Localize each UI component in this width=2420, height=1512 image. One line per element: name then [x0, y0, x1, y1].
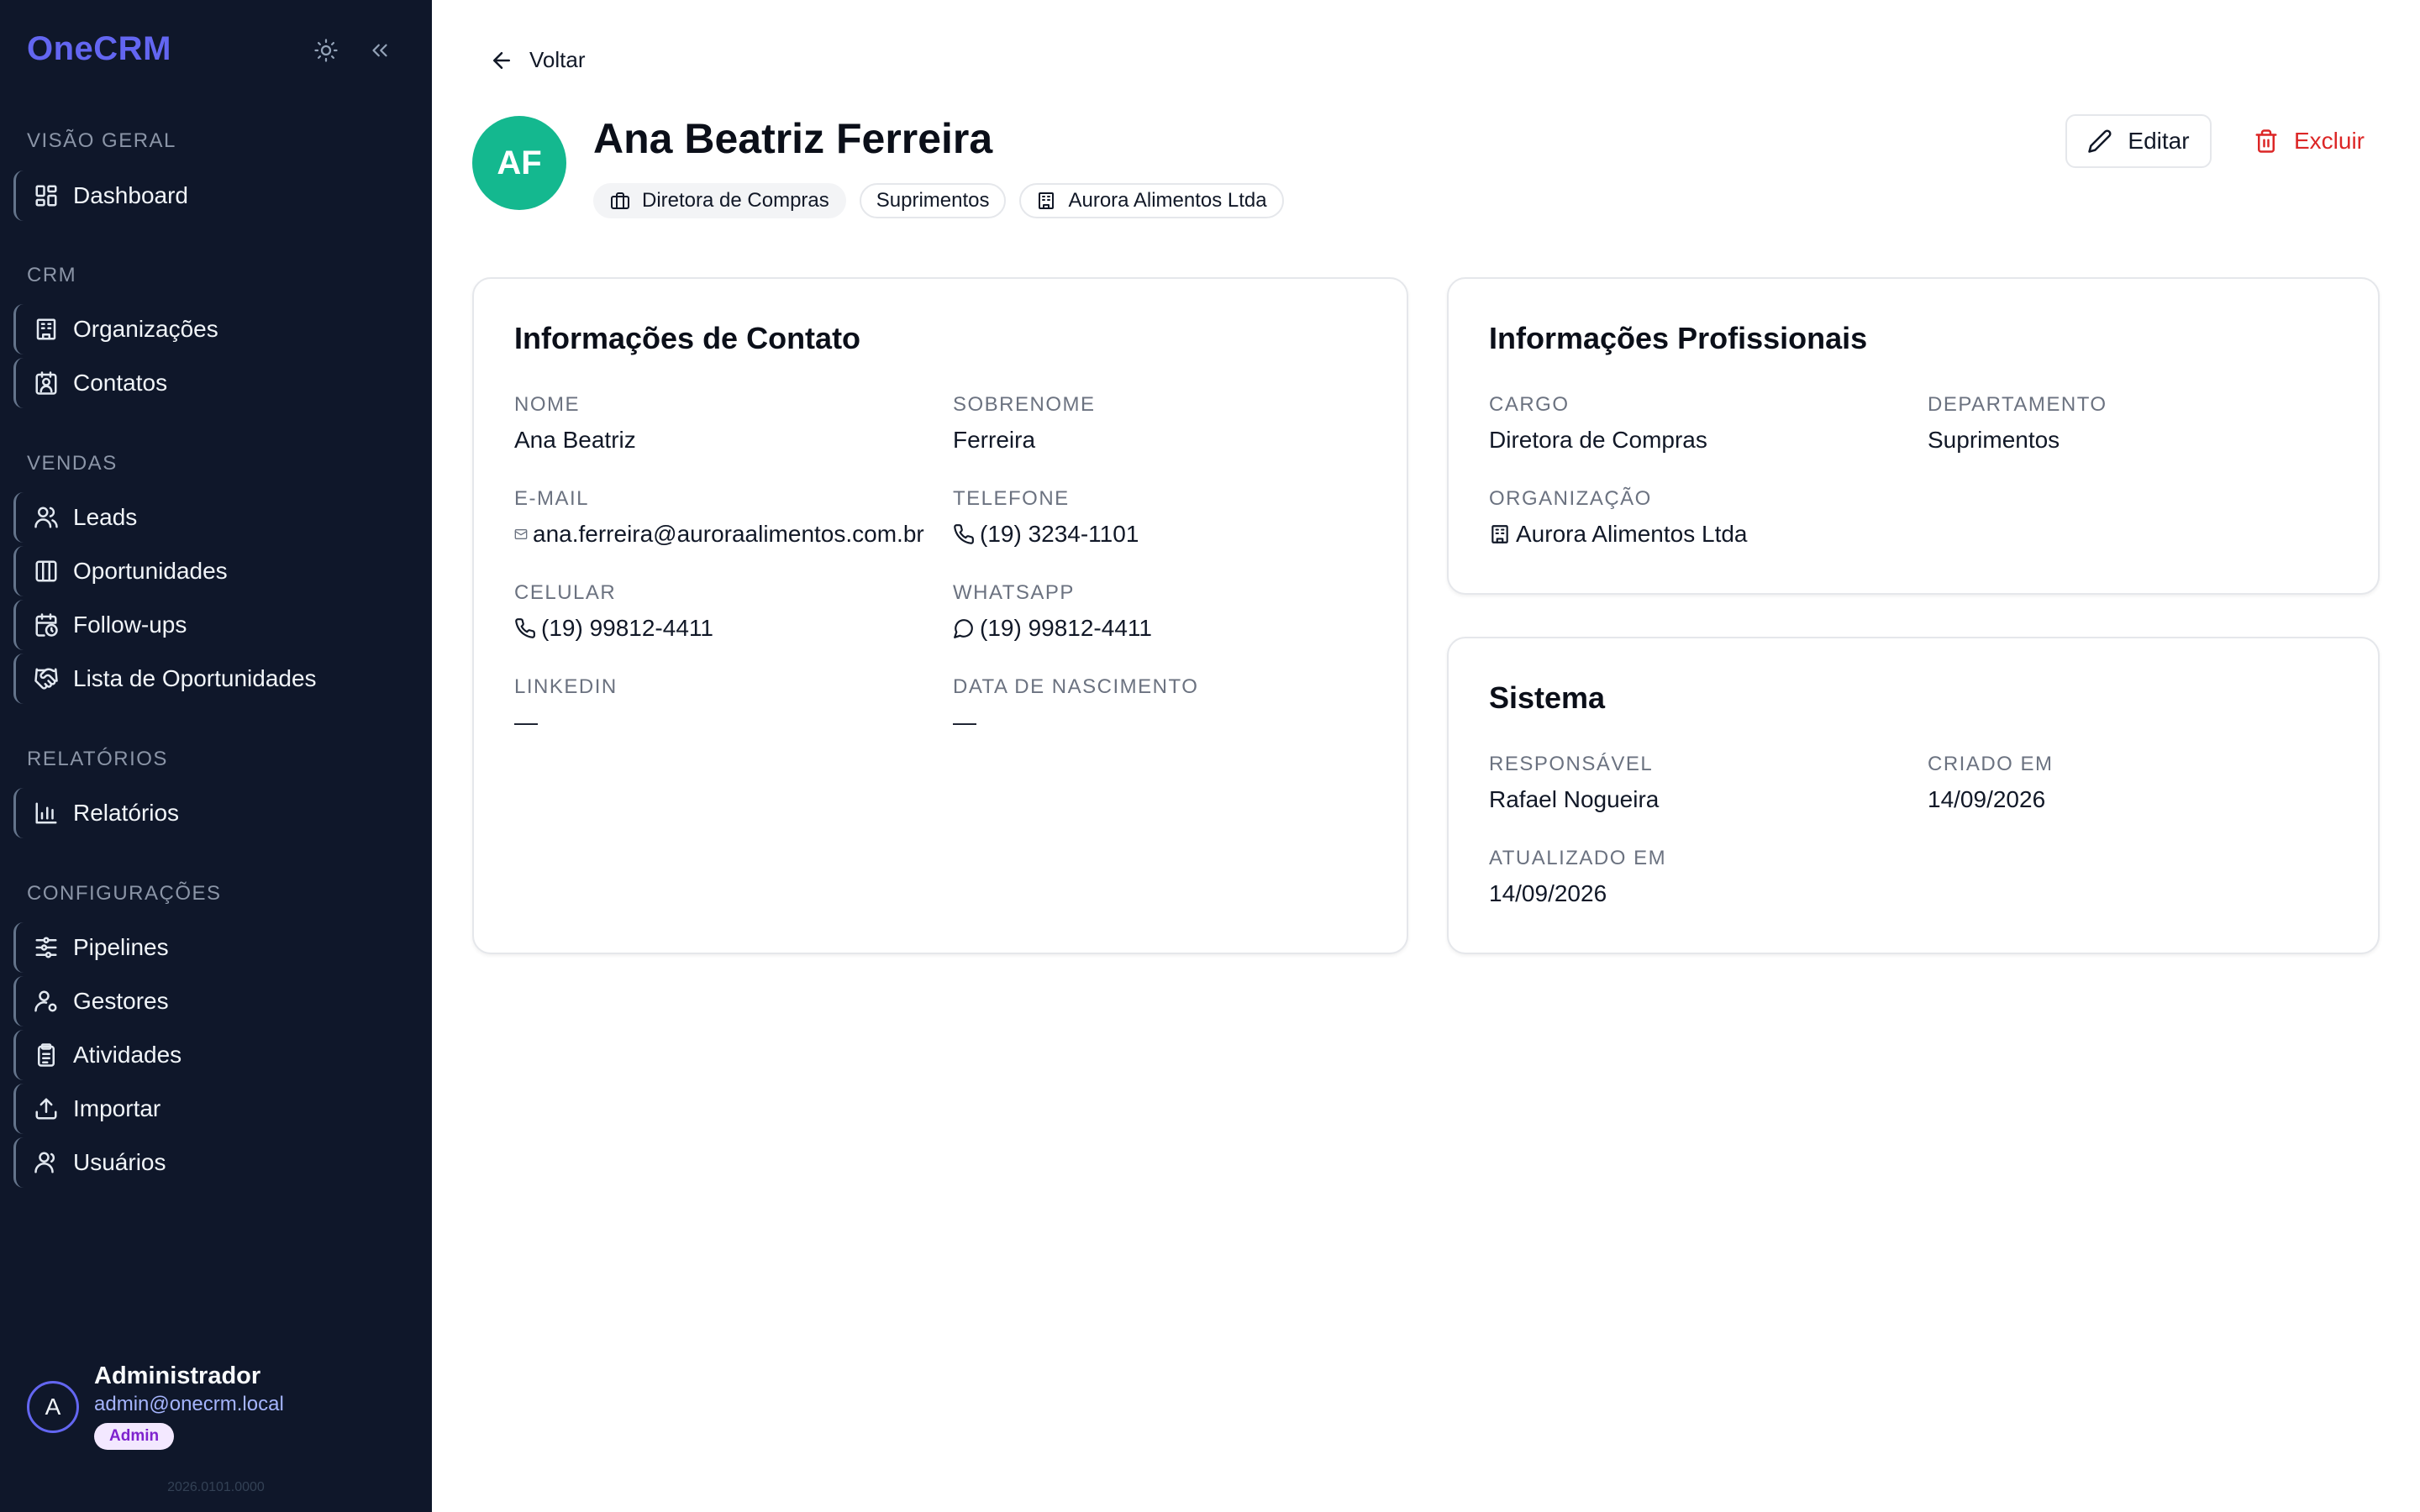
section-label-sales: VENDAS	[27, 452, 118, 475]
email-link[interactable]: ana.ferreira@auroraalimentos.com.br	[533, 521, 924, 547]
sidebar-item-label: Contatos	[73, 370, 168, 396]
section-label-crm: CRM	[27, 264, 77, 286]
role-badge: Admin	[94, 1423, 174, 1450]
back-label: Voltar	[529, 47, 586, 72]
tag-organization[interactable]	[1019, 183, 1283, 218]
calendar-clock-icon	[33, 612, 60, 638]
phone-link[interactable]: (19) 3234-1101	[980, 521, 1139, 547]
field-role: CARGO Diretora de Compras	[1489, 393, 1707, 453]
sidebar-item-opportunities[interactable]	[13, 546, 417, 596]
whatsapp-link[interactable]: (19) 99812-4411	[980, 615, 1152, 641]
contact-icon	[33, 370, 60, 396]
layout-grid-icon	[33, 182, 60, 209]
sidebar-item-label: Leads	[73, 504, 138, 530]
sidebar-item-users[interactable]	[13, 1137, 417, 1188]
delete-button-label: Excluir	[2293, 128, 2365, 154]
whatsapp-icon	[953, 617, 975, 639]
field-email: E-MAIL ana.ferreira@auroraalimentos.com.br	[514, 487, 924, 547]
system-info-card	[1447, 637, 2380, 954]
sidebar-item-label: Lista de Oportunidades	[73, 665, 317, 691]
organization-link[interactable]: Aurora Alimentos Ltda	[1516, 521, 1748, 547]
sidebar-item-managers[interactable]	[13, 976, 417, 1026]
section-label-settings: CONFIGURAÇÕES	[27, 882, 222, 905]
sidebar-item-label: Organizações	[73, 316, 218, 342]
user-icon	[33, 1149, 60, 1176]
briefcase-icon	[610, 191, 630, 211]
sidebar-item-opportunity-list[interactable]	[13, 654, 417, 704]
sidebar-item-pipelines[interactable]	[13, 922, 417, 973]
sidebar-item-label: Follow-ups	[73, 612, 187, 638]
field-organization: ORGANIZAÇÃO Aurora Alimentos Ltda	[1489, 487, 1748, 547]
sidebar-item-label: Dashboard	[73, 182, 188, 208]
building-icon	[1036, 191, 1056, 211]
sidebar-item-label: Gestores	[73, 988, 169, 1014]
sidebar-item-dashboard[interactable]	[13, 171, 417, 221]
theme-toggle-button[interactable]	[313, 37, 339, 64]
field-last-name: SOBRENOME Ferreira	[953, 393, 1096, 453]
card-title: Informações Profissionais	[1489, 321, 1868, 355]
section-label-overview: VISÃO GERAL	[27, 129, 176, 152]
bar-chart-icon	[33, 800, 60, 827]
contact-info-card	[472, 277, 1408, 954]
sidebar-item-organizations[interactable]	[13, 304, 417, 354]
tag-department-label: Suprimentos	[876, 189, 990, 212]
field-linkedin: LINKEDIN —	[514, 675, 618, 735]
field-phone: TELEFONE (19) 3234-1101	[953, 487, 1139, 547]
section-label-reports: RELATÓRIOS	[27, 748, 168, 770]
card-title: Informações de Contato	[514, 321, 861, 355]
sidebar-item-label: Pipelines	[73, 934, 169, 960]
sidebar-item-followups[interactable]	[13, 600, 417, 650]
kanban-icon	[33, 558, 60, 585]
mobile-link[interactable]: (19) 99812-4411	[541, 615, 713, 641]
building-icon	[1489, 523, 1511, 545]
arrow-left-icon	[489, 48, 514, 73]
phone-icon	[953, 523, 975, 545]
clipboard-list-icon	[33, 1042, 60, 1068]
professional-info-card	[1447, 277, 2380, 595]
sidebar-item-contacts[interactable]	[13, 358, 417, 408]
phone-icon	[514, 617, 536, 639]
page-title: Ana Beatriz Ferreira	[593, 115, 993, 162]
user-name: Administrador	[94, 1362, 261, 1389]
collapse-sidebar-button[interactable]	[366, 37, 393, 64]
tag-department	[860, 183, 1007, 218]
contact-tags	[593, 183, 1284, 218]
field-birth-date: DATA DE NASCIMENTO —	[953, 675, 1199, 735]
user-email: admin@onecrm.local	[94, 1393, 284, 1415]
app-version: 2026.0101.0000	[167, 1480, 265, 1494]
sidebar-item-import[interactable]	[13, 1084, 417, 1134]
tag-organization-label: Aurora Alimentos Ltda	[1068, 189, 1267, 212]
sidebar-item-label: Oportunidades	[73, 558, 228, 584]
sidebar-item-reports[interactable]	[13, 788, 417, 838]
brand-logo[interactable]: OneCRM	[27, 30, 171, 67]
contact-avatar: AF	[472, 116, 566, 210]
upload-icon	[33, 1095, 60, 1122]
sidebar-item-activities[interactable]	[13, 1030, 417, 1080]
users-icon	[33, 504, 60, 531]
handshake-icon	[33, 665, 60, 692]
field-created-at: CRIADO EM 14/09/2026	[1928, 753, 2054, 812]
chevrons-left-icon	[367, 38, 392, 63]
tag-role-label: Diretora de Compras	[642, 189, 829, 212]
field-updated-at: ATUALIZADO EM 14/09/2026	[1489, 847, 1667, 906]
pencil-icon	[2087, 129, 2112, 154]
edit-button-label: Editar	[2128, 128, 2190, 154]
edit-button[interactable]	[2065, 114, 2212, 168]
sidebar-item-label: Relatórios	[73, 800, 180, 826]
field-mobile: CELULAR (19) 99812-4411	[514, 581, 713, 641]
field-owner: RESPONSÁVEL Rafael Nogueira	[1489, 753, 1660, 812]
user-cog-icon	[33, 988, 60, 1015]
sidebar-item-label: Importar	[73, 1095, 161, 1121]
field-whatsapp: WHATSAPP (19) 99812-4411	[953, 581, 1152, 641]
card-title: Sistema	[1489, 680, 1606, 715]
tag-role	[593, 183, 846, 218]
sidebar	[0, 0, 432, 1512]
user-avatar[interactable]: A	[27, 1381, 79, 1433]
sidebar-item-label: Atividades	[73, 1042, 182, 1068]
sidebar-item-leads[interactable]	[13, 492, 417, 543]
mail-icon	[514, 528, 528, 541]
field-department: DEPARTAMENTO Suprimentos	[1928, 393, 2107, 453]
sliders-icon	[33, 934, 60, 961]
building-icon	[33, 316, 60, 343]
sun-icon	[313, 38, 339, 63]
delete-button[interactable]	[2238, 114, 2380, 168]
field-first-name: NOME Ana Beatriz	[514, 393, 636, 453]
sidebar-item-label: Usuários	[73, 1149, 166, 1175]
back-link[interactable]	[489, 47, 586, 73]
trash-icon	[2254, 129, 2279, 154]
